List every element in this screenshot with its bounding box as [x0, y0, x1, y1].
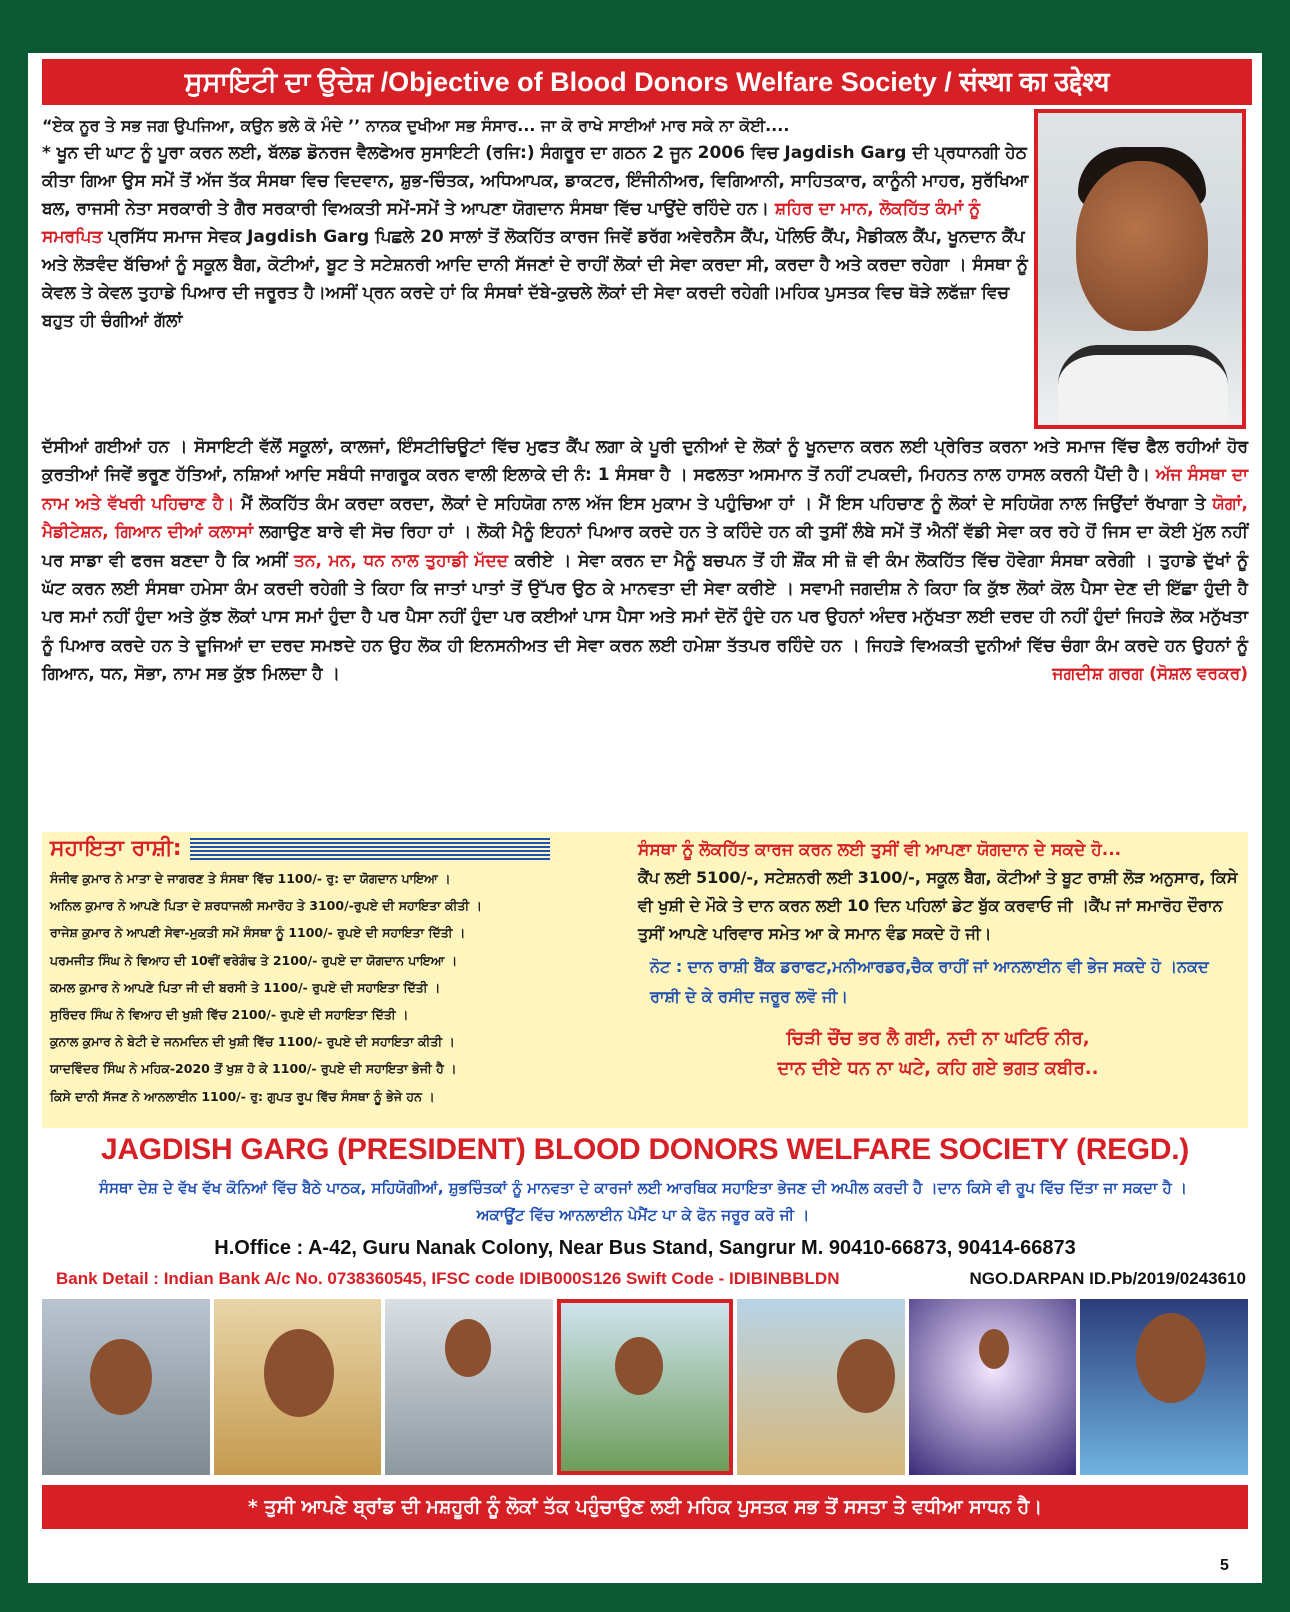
list-item: ਕਮਲ ਕੁਮਾਰ ਨੇ ਆਪਣੇ ਪਿਤਾ ਜੀ ਦੀ ਬਰਸੀ ਤੇ 1100/- ਰੁਪਏ ਦੀ ਸਹਾਇਤਾ ਦਿੱਤੀ । — [50, 979, 441, 995]
gallery-photo — [385, 1299, 553, 1475]
list-item: ਸੁਰਿੰਦਰ ਸਿੰਘ ਨੇ ਵਿਆਹ ਦੀ ਖੁਸ਼ੀ ਵਿੱਚ 2100/- ਰੁਪਏ ਦੀ ਸਹਾਇਤਾ ਦਿੱਤੀ । — [50, 1007, 409, 1023]
page-number: 5 — [1220, 1557, 1229, 1574]
office-address: H.Office : A-42, Guru Nanak Colony, Near Bus Stand, Sangrur M. 90410-66873, 90414-66873 — [214, 1237, 1076, 1259]
support-list — [50, 865, 620, 1110]
photo-person — [615, 1337, 663, 1395]
gallery-photo — [42, 1299, 210, 1475]
list-item: ਕੁਨਾਲ ਕੁਮਾਰ ਨੇ ਬੇਟੀ ਦੇ ਜਨਮਦਿਨ ਦੀ ਖੁਸ਼ੀ ਵਿੱਚ 1100/- ਰੁਪਏ ਦੀ ਸਹਾਇਤਾ ਕੀਤੀ । — [50, 1034, 455, 1050]
list-item: ਅਨਿਲ ਕੁਮਾਰ ਨੇ ਆਪਣੇ ਪਿਤਾ ਦੇ ਸ਼ਰਧਾਜਲੀ ਸਮਾਰੋਹ ਤੇ 3100/-ਰੁਪਏ ਦੀ ਸਹਾਇਤਾ ਕੀਤੀ । — [50, 898, 482, 914]
photo-person — [264, 1329, 334, 1417]
ngo-darpan-id: NGO.DARPAN ID.Pb/2019/0243610 — [969, 1269, 1246, 1288]
page-title: ਸੁਸਾਇਟੀ ਦਾ ਉਦੇਸ਼ /Objective of Blood Donors Welfare Society / संस्था का उद्देश्य — [42, 59, 1252, 105]
body-text-part: ਕਰੀਏ । ਸੇਵਾ ਕਰਨ ਦਾ ਮੈਨੂੰ ਬਚਪਨ ਤੋਂ ਹੀ ਸ਼ੌਂਕ ਸੀ ਜ਼ੋ ਵੀ ਕੰਮ ਲੋਕਹਿੱਤ ਵਿੱਚ ਹੋਵੇਗਾ ਸੰਸਥਾ ਕਰੇਗੀ । ਤੁਹਾਡੇ ਦੁੱਖਾਂ ਨੂੰ ਘੱਟ ਕਰਨ ਲਈ ਸੰਸਥਾ ਹਮੇਸਾ ਕੰਮ ਕਰਦੀ ਰਹੇਗੀ ਤੇ ਕਿਹਾ ਕਿ ਜਾਤਾਂ ਪਾਤਾਂ ਤੋਂ ਉੱਪਰ ਉਠ ਕੇ ਮਾਨਵਤਾ ਦੀ ਸੇਵਾ ਕਰੀਏ । ਸਵਾਮੀ ਜਗਦੀਸ਼ ਨੇ ਕਿਹਾ ਕਿ ਕੁੱਝ ਲੋਕਾਂ ਕੋਲ ਪੈਸਾ ਦੇਣ ਦੀ ਇੱਛਾ ਹੁੰਦੀ ਹੈ ਪਰ ਸਮਾਂ ਨਹੀਂ ਹੁੰਦਾ ਅਤੇ ਕੁੱਝ ਲੋਕਾਂ ਪਾਸ ਸਮਾਂ ਹੁੰਦਾ ਹੈ ਪਰ ਪੈਸਾ ਨਹੀਂ ਹੁੰਦਾ ਪਰ ਕਈਆਂ ਪਾਸ ਪੈਸਾ ਅਤੇ ਸਮਾਂ ਦੋਨੋਂ ਹੁੰਦੇ ਹਨ ਪਰ ਉਹਨਾਂ ਅੰਦਰ ਮਨੁੱਖਤਾ ਲਈ ਦਰਦ ਹੀ ਨਹੀਂ ਹੁੰਦਾਂ ਜਿਹੜੇ ਲੋਕ ਮਨੁੱਖਤਾ ਨੂੰ ਪਿਆਰ ਕਰਦੇ ਹਨ ਤੇ ਦੂਜਿਆਂ ਦਾ ਦਰਦ ਸਮਝਦੇ ਹਨ ਉਹ ਲੋਕ ਹੀ ਇਨਸਨੀਅਤ ਦੀ ਸੇਵਾ ਕਰਨ ਲਈ ਹਮੇਸ਼ਾ ਤੱਤਪਰ ਰਹਿੰਦੇ ਹਨ । ਜਿਹੜੇ ਵਿਅਕਤੀ ਦੁਨੀਆਂ ਵਿੱਚ ਚੰਗਾ ਕੰਮ ਕਰਦੇ ਹਨ ਉਹਨਾਂ ਨੂੰ ਗਿਆਨ, ਧਨ, ਸੋਭਾ, ਨਾਮ ਸਭ ਕੁੱਝ ਮਿਲਦਾ ਹੈ । — [42, 550, 1248, 685]
footer-banner: * ਤੁਸੀ ਆਪਣੇ ਬ੍ਰਾਂਡ ਦੀ ਮਸ਼ਹੂਰੀ ਨੂੰ ਲੋਕਾਂ ਤੱਕ ਪਹੁੰਚਾਉਣ ਲਈ ਮਹਿਕ ਪੁਸਤਕ ਸਭ ਤੋਂ ਸਸਤਾ ਤੇ ਵਧੀਆ ਸਾਧਨ ਹੈ। — [42, 1485, 1248, 1529]
body-text-part: ਮੈਂ ਲੋਕਹਿੱਤ ਕੰਮ ਕਰਦਾ ਕਰਦਾ, ਲੋਕਾਂ ਦੇ ਸਹਿਯੋਗ ਨਾਲ ਅੱਜ ਇਸ ਮੁਕਾਮ ਤੇ ਪਹੁੰਚਿਆ ਹਾਂ । ਮੈਂ ਇਸ ਪਹਿਚਾਣ ਨੂੰ ਲੋਕਾਂ ਦੇ ਸਹਿਯੋਗ ਨਾਲ ਜਿਉਂਦਾਂ ਰੱਖਾਗਾ ਤੇ — [241, 493, 1206, 514]
donation-note: ਨੋਟ : ਦਾਨ ਰਾਸ਼ੀ ਬੈਂਕ ਡਰਾਫਟ,ਮਨੀਆਰਡਰ,ਚੈਕ ਰਾਹੀਂ ਜਾਂ ਆਨਲਾਈਨ ਵੀ ਭੇਜ ਸਕਦੇ ਹੋ ।ਨਕਦ ਰਾਸ਼ੀ ਦੇ ਕੇ ਰਸੀਦ ਜਰੂਰ ਲਵੋ ਜੀ। — [650, 957, 1209, 1006]
list-item: ਪਰਮਜੀਤ ਸਿੰਘ ਨੇ ਵਿਆਹ ਦੀ 10ਵੀਂ ਵਰੇਗੰਢ ਤੇ 2100/- ਰੁਪਏ ਦਾ ਯੋਗਦਾਨ ਪਾਇਆ । — [50, 952, 458, 968]
couplet-line-1: ਚਿੜੀ ਚੌਂਚ ਭਰ ਲੈ ਗਈ, ਨਦੀ ਨਾ ਘਟਿਓ ਨੀਰ, — [786, 1028, 1090, 1049]
body-highlight: ਅੱਜ ਸੰਸਥਾ ਦਾ ਨਾਮ ਅਤੇ ਵੱਖਰੀ ਪਹਿਚਾਣ ਹੈ। — [42, 465, 1248, 514]
contribute-panel — [638, 836, 1238, 1084]
portrait-collar — [1058, 345, 1228, 429]
list-item: ਕਿਸੇ ਦਾਨੀ ਸੱਜਣ ਨੇ ਆਨਲਾਈਨ 1100/- ਰੁ: ਗੁਪਤ ਰੂਪ ਵਿੱਚ ਸੰਸਥਾ ਨੂੰ ਭੇਜੇ ਹਨ । — [50, 1088, 435, 1104]
president-portrait-photo — [1034, 109, 1246, 429]
body-text-part: ਲਗਾਉਣ ਬਾਰੇ ਵੀ ਸੋਚ ਰਿਹਾ ਹਾਂ । ਲੋਕੀ ਮੈਨੂੰ ਇਹਨਾਂ ਪਿਆਰ ਕਰਦੇ ਹਨ ਤੇ ਕਹਿੰਦੇ ਹਨ ਕੀ ਤੁਸੀਂ ਲੰਬੇ ਸਮੇਂ ਤੋਂ ਐਨੀਂ ਵੱਡੀ ਸੇਵਾ ਕਰ ਰਹੇ ਹੋਂ ਜਿਸ ਦਾ ਕੋਈ ਮੁੱਲ ਨਹੀਂ ਪਰ ਸਾਡਾ ਵੀ ਫਰਜ ਬਣਦਾ ਹੈ ਕਿ ਅਸੀਂ — [42, 522, 1248, 571]
gallery-photo — [557, 1299, 733, 1475]
intro-text — [42, 113, 1032, 335]
signature: ਜਗਦੀਸ਼ ਗਰਗ (ਸੋਸ਼ਲ ਵਰਕਰ) — [1052, 664, 1248, 685]
support-list-panel — [50, 836, 620, 1110]
body-text — [42, 433, 1248, 689]
bank-details: Bank Detail : Indian Bank A/c No. 0738360545, IFSC code IDIB000S126 Swift Code - IDIBINBBLDN — [56, 1269, 840, 1288]
contribute-title: ਸੰਸਥਾ ਨੂੰ ਲੋਕਹਿੱਤ ਕਾਰਜ ਕਰਨ ਲਈ ਤੁਸੀਂ ਵੀ ਆਪਣਾ ਯੋਗਦਾਨ ਦੇ ਸਕਦੇ ਹੋ... — [638, 840, 1122, 860]
gurbani-quote: “ਏਕ ਨੂਰ ਤੇ ਸਭ ਜਗ ਉਪਜਿਆ, ਕਉਨ ਭਲੇ ਕੋ ਮੰਦੇ ’’ ਨਾਨਕ ਦੁਖੀਆ ਸਭ ਸੰਸਾਰ... ਜਾ ਕੋ ਰਾਖੇ ਸਾਈਆਂ ਮਾਰ ਸਕੇ ਨਾ ਕੋਈ.... — [42, 116, 790, 135]
body-highlight: ਯੋਗਾਂ, ਮੈਡੀਟੇਸ਼ਨ, ਗਿਆਨ ਦੀਆਂ ਕਲਾਸਾਂ — [42, 493, 1248, 543]
page — [28, 53, 1262, 1583]
intro-paragraph: * ਖੂਨ ਦੀ ਘਾਟ ਨੂੰ ਪੂਰਾ ਕਰਨ ਲਈ, ਬੱਲਡ ਡੋਨਰਜ ਵੈਲਫੇਅਰ ਸੁਸਾਇਟੀ (ਰਜਿ:) ਸੰਗਰੂਰ ਦਾ ਗਠਨ 2 ਜੂਨ 2006 ਵਿਚ Jagdish Garg ਦੀ ਪ੍ਰਧਾਨਗੀ ਹੇਠ ਕੀਤਾ ਗਿਆ ਉਸ ਸਮੇਂ ਤੋਂ ਅੱਜ ਤੱਕ ਸੰਸਥਾ ਵਿਚ ਵਿਦਵਾਨ, ਸ਼ੁਭ-ਚਿੰਤਕ, ਅਧਿਆਪਕ, ਡਾਕਟਰ, ਇੰਜੀਨੀਅਰ, ਵਿਗਿਆਨੀ, ਸਾਹਿਤਕਾਰ, ਕਾਨੂੰਨੀ ਮਾਹਰ, ਸੁਰੱਖਿਆ ਬਲ, ਰਾਜਸੀ ਨੇਤਾ ਸਰਕਾਰੀ ਤੇ ਗੈਰ ਸਰਕਾਰੀ ਵਿਅਕਤੀ ਸਮੇਂ-ਸਮੇਂ ਤੇ ਆਪਣਾ ਯੋਗਦਾਨ ਸੰਸਥਾ ਵਿੱਚ ਪਾਉਂਦੇ ਰਹਿੰਦੇ ਹਨ। — [42, 143, 1029, 219]
support-title-row — [50, 836, 620, 861]
portrait-face — [1076, 161, 1208, 331]
donation-appeal: ਸੰਸਥਾ ਦੇਸ਼ ਦੇ ਵੱਖ ਵੱਖ ਕੋਨਿਆਂ ਵਿੱਚ ਬੈਠੇ ਪਾਠਕ, ਸਹਿਯੋਗੀਆਂ, ਸ਼ੁਭਚਿੰਤਕਾਂ ਨੂੰ ਮਾਨਵਤਾ ਦੇ ਕਾਰਜਾਂ ਲਈ ਆਰਥਿਕ ਸਹਾਇਤਾ ਭੇਜਣ ਦੀ ਅਪੀਲ ਕਰਦੀ ਹੈ ।ਦਾਨ ਕਿਸੇ ਵੀ ਰੂਪ ਵਿੱਚ ਦਿੱਤਾ ਜਾ ਸਕਦਾ ਹੈ ।ਅਕਾਊਂਟ ਵਿੱਚ ਆਨਲਾਈਨ ਪੇਮੈਂਟ ਪਾ ਕੇ ਫੋਨ ਜਰੂਰ ਕਰੋ ਜੀ । — [99, 1179, 1187, 1224]
photo-person — [1136, 1313, 1206, 1403]
body-highlight: ਤਨ, ਮਨ, ਧਨ ਨਾਲ ਤੁਹਾਡੀ ਮੱਦਦ — [293, 550, 508, 571]
list-item: ਯਾਦਵਿੰਦਰ ਸਿੰਘ ਨੇ ਮਹਿਕ-2020 ਤੋਂ ਖੁਸ਼ ਹੋ ਕੇ 1100/- ਰੁਪਏ ਦੀ ਸਹਾਇਤਾ ਭੇਜੀ ਹੈ । — [50, 1061, 457, 1077]
list-item: ਸੰਜੀਵ ਕੁਮਾਰ ਨੇ ਮਾਤਾ ਦੇ ਜਾਗਰਣ ਤੇ ਸੰਸਥਾ ਵਿੱਚ 1100/- ਰੁ: ਦਾ ਯੋਗਦਾਨ ਪਾਇਆ । — [50, 871, 451, 886]
decorative-stripes — [190, 838, 550, 860]
gallery-photo — [1080, 1299, 1248, 1475]
gallery-photo — [214, 1299, 382, 1475]
organization-title: JAGDISH GARG (PRESIDENT) BLOOD DONORS WELFARE SOCIETY (REGD.) — [101, 1133, 1189, 1166]
contribute-text: ਕੈਂਪ ਲਈ 5100/-, ਸਟੇਸ਼ਨਰੀ ਲਈ 3100/-, ਸਕੂਲ ਬੈਗ, ਕੋਟੀਆਂ ਤੇ ਬੂਟ ਰਾਸ਼ੀ ਲੋੜ ਅਨੁਸਾਰ, ਕਿਸੇ ਵੀ ਖੁਸ਼ੀ ਦੇ ਮੌਕੇ ਤੇ ਦਾਨ ਕਰਨ ਲਈ 10 ਦਿਨ ਪਹਿਲਾਂ ਡੇਟ ਬੁੱਕ ਕਰਵਾਓ ਜੀ ।ਕੈਂਪ ਜਾਂ ਸਮਾਰੋਹ ਦੌਰਾਨ ਤੁਸੀਂ ਆਪਣੇ ਪਰਿਵਾਰ ਸਮੇਤ ਆ ਕੇ ਸਮਾਨ ਵੰਡ ਸਕਦੇ ਹੋ ਜੀ। — [638, 868, 1238, 943]
photo-person — [837, 1339, 895, 1413]
gallery-photo — [909, 1299, 1077, 1475]
photo-gallery — [42, 1299, 1248, 1475]
intro-paragraph-continued: ਪ੍ਰਸਿੱਧ ਸਮਾਜ ਸੇਵਕ Jagdish Garg ਪਿਛਲੇ 20 ਸਾਲਾਂ ਤੋਂ ਲੋਕਹਿੱਤ ਕਾਰਜ ਜਿਵੇਂ ਡਰੱਗ ਅਵੇਰਨੈਸ ਕੈਂਪ, ਪੋਲਿਓ ਕੈਂਪ, ਮੈਡੀਕਲ ਕੈਂਪ, ਖੂਨਦਾਨ ਕੈਂਪ ਅਤੇ ਲੋੜਵੰਦ ਬੱਚਿਆਂ ਨੂੰ ਸਕੂਲ ਬੈਗ, ਕੋਟੀਆਂ, ਬੂਟ ਤੇ ਸਟੇਸ਼ਨਰੀ ਆਦਿ ਦਾਨੀ ਸੱਜਣਾਂ ਦੇ ਰਾਹੀਂ ਲੋਕਾਂ ਦੀ ਸੇਵਾ ਕਰਦਾ ਸੀ, ਕਰਦਾ ਹੈ ਅਤੇ ਕਰਦਾ ਰਹੇਗਾ । ਸੰਸਥਾ ਨੂੰ ਕੇਵਲ ਤੇ ਕੇਵਲ ਤੁਹਾਡੇ ਪਿਆਰ ਦੀ ਜਰੂਰਤ ਹੈ।ਅਸੀਂ ਪ੍ਰਨ ਕਰਦੇ ਹਾਂ ਕਿ ਸੰਸਥਾਂ ਦੱਬੇ-ਕੁਚਲੇ ਲੋਕਾਂ ਦੀ ਸੇਵਾ ਕਰਦੀ ਰਹੇਗੀ।ਮਹਿਕ ਪੁਸਤਕ ਵਿਚ ਥੋੜੇ ਲਫੱਜ਼ਾ ਵਿਚ ਬਹੁਤ ਹੀ ਚੰਗੀਆਂ ਗੱਲਾਂ — [42, 227, 1028, 331]
photo-person — [445, 1319, 491, 1377]
list-item: ਰਾਜੇਸ਼ ਕੁਮਾਰ ਨੇ ਆਪਣੀ ਸੇਵਾ-ਮੁਕਤੀ ਸਮੇਂ ਸੰਸਥਾ ਨੂੰ 1100/- ਰੁਪਏ ਦੀ ਸਹਾਇਤਾ ਦਿੱਤੀ । — [50, 925, 466, 941]
body-text-part: ਦੱਸੀਆਂ ਗਈਆਂ ਹਨ । ਸੋਸਾਇਟੀ ਵੱਲੋਂ ਸਕੂਲਾਂ, ਕਾਲਜਾਂ, ਇੰਸਟੀਚਿਊਟਾਂ ਵਿੱਚ ਮੁਫਤ ਕੈਂਪ ਲਗਾ ਕੇ ਪੂਰੀ ਦੁਨੀਆਂ ਦੇ ਲੋਕਾਂ ਨੂੰ ਖੂਨਦਾਨ ਕਰਨ ਲਈ ਪ੍ਰੇਰਿਤ ਕਰਨਾ ਅਤੇ ਸਮਾਜ ਵਿੱਚ ਫੈਲ ਰਹੀਆਂ ਹੋਰ ਕੁਰਤੀਆਂ ਜਿਵੇਂ ਭਰੂਣ ਹੱਤਿਆਂ, ਨਸ਼ਿਆਂ ਆਦਿ ਸਬੰਧੀ ਜਾਗਰੂਕ ਕਰਨ ਵਾਲੀ ਇਲਾਕੇ ਦੀ ਨੰ: 1 ਸੰਸਥਾ ਹੈ । ਸਫਲਤਾ ਅਸਮਾਨ ਤੋਂ ਨਹੀਂ ਟਪਕਦੀ, ਮਿਹਨਤ ਨਾਲ ਹਾਸਲ ਕਰਨੀ ਪੈਂਦੀ ਹੈ। — [42, 437, 1248, 486]
support-title: ਸਹਾਇਤਾ ਰਾਸ਼ੀ: — [50, 836, 182, 861]
intro-highlight: ਸ਼ਹਿਰ ਦਾ ਮਾਨ, ਲੋਕਹਿੱਤ ਕੰਮਾਂ ਨੂੰ ਸਮਰਪਿਤ — [42, 199, 981, 247]
support-box — [42, 832, 1248, 1128]
photo-person — [979, 1329, 1009, 1369]
photo-person — [90, 1339, 152, 1415]
couplet-line-2: ਦਾਨ ਦੀਏ ਧਨ ਨਾ ਘਟੇ, ਕਹਿ ਗਏ ਭਗਤ ਕਬੀਰ.. — [777, 1058, 1099, 1079]
gallery-photo — [737, 1299, 905, 1475]
bank-details-row — [56, 1269, 1246, 1289]
